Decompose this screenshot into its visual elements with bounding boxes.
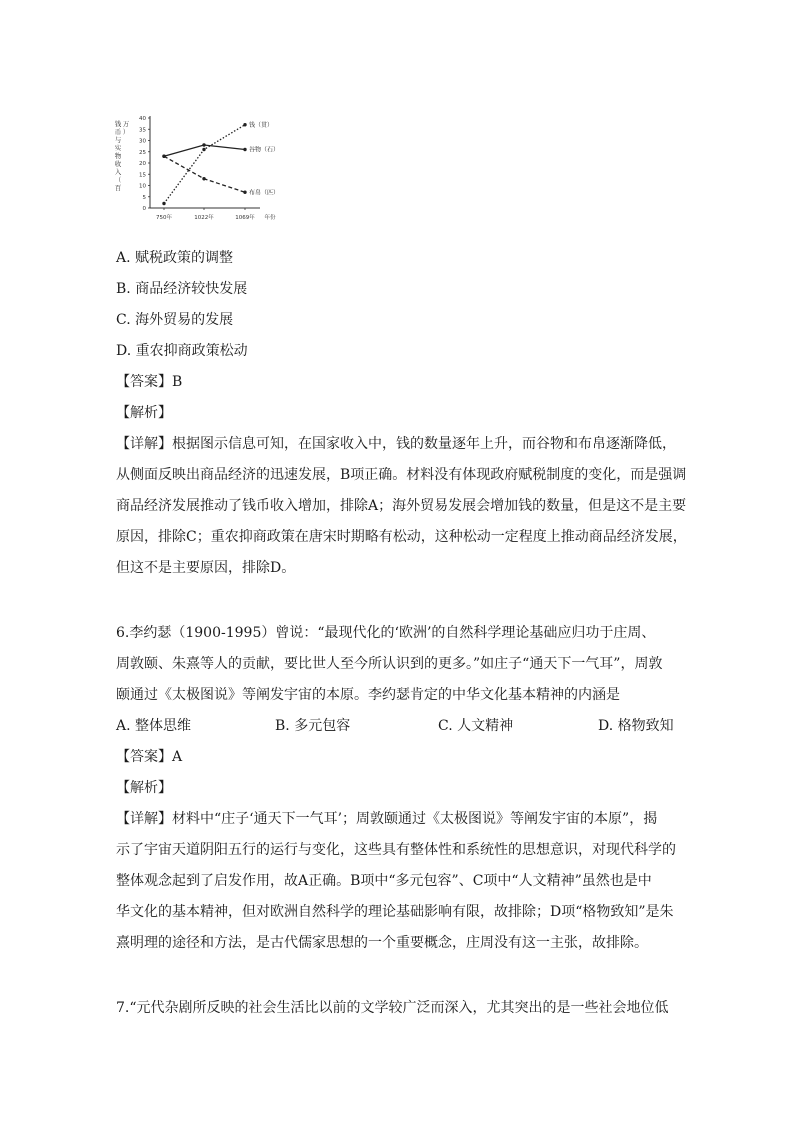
data-point xyxy=(243,191,246,194)
q6-stem-line: 颐通过《太极图说》等阐发宇宙的本原。李约瑟肯定的中华文化基本精神的内涵是 xyxy=(116,687,620,703)
y-axis-label-char: （ xyxy=(114,176,122,184)
data-point xyxy=(243,148,246,151)
q6-option-c: C. 人文精神 xyxy=(438,718,514,734)
data-point xyxy=(162,155,165,158)
q5-detail-line: 从侧面反映出商品经济的迅速发展，B项正确。材料没有体现政府赋税制度的变化，而是强调 xyxy=(116,467,687,483)
q6-detail-line: 熹明理的途径和方法，是古代儒家思想的一个重要概念，庄周没有这一主张，故排除。 xyxy=(116,935,648,951)
y-axis-label-char: 与 xyxy=(114,136,122,144)
q5-answer: 【答案】B xyxy=(116,374,183,390)
series-label: 钱（贯） xyxy=(249,121,274,129)
y-axis-label-char: 入 xyxy=(114,168,122,176)
revenue-line-chart xyxy=(112,112,292,232)
series-line xyxy=(164,125,245,204)
data-point xyxy=(162,202,165,205)
y-axis-label-char: 万 xyxy=(122,120,130,128)
q5-option-c: C. 海外贸易的发展 xyxy=(116,312,234,328)
y-axis-label-char: 币 xyxy=(114,128,122,136)
x-tick-label: 750年 xyxy=(156,215,172,221)
y-tick-label: 40 xyxy=(139,116,146,122)
data-point xyxy=(202,148,205,151)
q5-analysis-label: 【解析】 xyxy=(116,405,172,421)
q6-detail-line: 示了宇宙天道阴阳五行的运行与变化，这些具有整体性和系统性的思想意识，对现代科学的 xyxy=(116,842,676,858)
x-axis-label: 年份 xyxy=(264,215,276,221)
chart-series xyxy=(162,123,246,205)
q6-option-d: D. 格物致知 xyxy=(598,718,674,734)
q7-stem-line: 7.“元代杂剧所反映的社会生活比以前的文学较广泛而深入，尤其突出的是一些社会地位低 xyxy=(116,1000,669,1016)
x-tick-label: 1022年 xyxy=(194,215,214,221)
q6-detail-line: 华文化的基本精神，但对欧洲自然科学的理论基础影响有限，故排除；D项“格物致知”是朱 xyxy=(116,904,674,920)
q5-option-a: A. 赋税政策的调整 xyxy=(116,250,234,266)
y-axis-label-char: 百 xyxy=(114,184,122,192)
chart-labels xyxy=(115,116,279,221)
data-point xyxy=(243,123,246,126)
y-axis-label-char: 收 xyxy=(114,160,122,168)
y-tick-label: 5 xyxy=(142,194,146,201)
q6-analysis-label: 【解析】 xyxy=(116,780,172,796)
chart-axes xyxy=(148,116,260,210)
y-axis-label-char: 实 xyxy=(114,144,122,152)
y-tick-label: 30 xyxy=(139,138,146,145)
series-label: 谷物（石） xyxy=(249,146,280,154)
q6-detail-line: 【详解】材料中“庄子‘通天下一气耳’；周敦颐通过《太极图说》等阐发宇宙的本原”，揭 xyxy=(116,811,658,827)
q5-detail-line: 原因，排除C；重农抑商政策在唐宋时期略有松动，这种松动一定程度上推动商品经济发展， xyxy=(116,529,687,545)
q6-stem-line: 周敦颐、朱熹等人的贡献，要比世人至今所认识到的更多。”如庄子“通天下一气耳”，周敦 xyxy=(116,656,663,672)
data-point xyxy=(202,177,205,180)
x-tick-label: 1069年 xyxy=(235,215,255,221)
q6-option-a: A. 整体思维 xyxy=(116,718,192,734)
y-axis-label-char: 物 xyxy=(114,152,122,160)
y-axis-label-char: ） xyxy=(122,128,130,136)
series-label: 布帛（匹） xyxy=(249,189,280,197)
y-tick-label: 10 xyxy=(139,183,146,190)
q6-detail-line: 整体观念起到了启发作用，故A正确。B项中“多元包容”、C项中“人文精神”虽然也是中 xyxy=(116,873,652,889)
y-tick-label: 0 xyxy=(142,206,146,212)
q6-option-b: B. 多元包容 xyxy=(275,718,351,734)
q5-detail-line: 【详解】根据图示信息可知，在国家收入中，钱的数量逐年上升，而谷物和布帛逐渐降低， xyxy=(116,436,676,452)
q5-detail-line: 商品经济发展推动了钱币收入增加，排除A；海外贸易发展会增加钱的数量，但是这不是主要 xyxy=(116,498,687,514)
q5-option-d: D. 重农抑商政策松动 xyxy=(116,343,248,359)
q6-stem-line: 6.李约瑟（1900-1995）曾说：“最现代化的‘欧洲’的自然科学理论基础应归功于庄周、 xyxy=(116,625,656,641)
y-tick-label: 35 xyxy=(139,127,146,134)
y-axis-label-char: 钱 xyxy=(114,120,122,128)
q5-detail-line: 但这不是主要原因，排除D。 xyxy=(116,560,296,576)
y-tick-label: 25 xyxy=(139,149,146,156)
data-point xyxy=(202,143,205,146)
y-tick-label: 20 xyxy=(139,161,146,167)
q6-answer: 【答案】A xyxy=(116,749,183,765)
q5-option-b: B. 商品经济较快发展 xyxy=(116,281,248,297)
y-tick-label: 15 xyxy=(139,172,146,179)
